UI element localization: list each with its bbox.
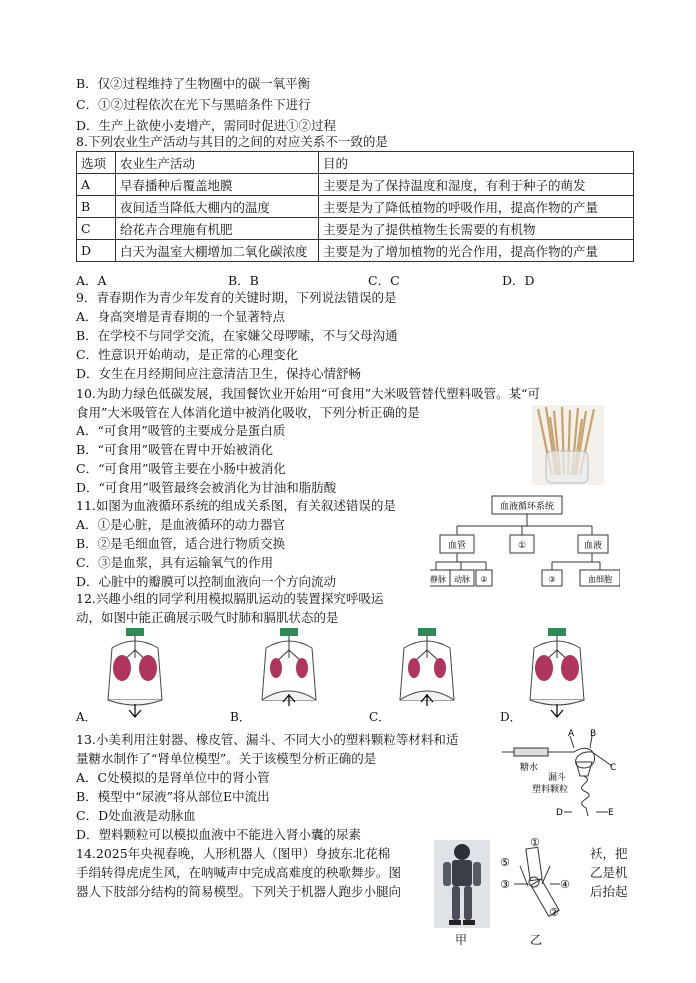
q13-option-c: C．D处血液是动脉血 [76, 808, 196, 823]
table-cell: C [77, 218, 116, 240]
q13-stem-line2: 量糖水制作了“肾单位模型”。关于该模型分析正确的是 [76, 751, 377, 766]
q13-option-d: D．塑料颗粒可以模拟血液中不能进入肾小囊的尿素 [76, 827, 362, 842]
table-header-row [77, 152, 634, 174]
q12-option-c-label: C． [369, 710, 391, 724]
q12-stem-line1: 12.兴趣小组的同学利用模拟膈肌运动的装置探究呼吸运 [76, 591, 384, 606]
q7-option-c: C．①②过程依次在光下与黑暗条件下进行 [76, 97, 311, 112]
table-header-cell: 选项 [77, 152, 116, 174]
joint-label-4: ④ [560, 878, 570, 891]
q9-stem: 9．青春期作为青少年发育的关键时期，下列说法错误的是 [76, 290, 397, 305]
diagram-blood-label: 血液 [583, 541, 603, 551]
q11-option-a: A．①是心脏，是血液循环的动力器官 [76, 517, 286, 532]
label-c: C [610, 763, 617, 773]
q10-stem-line2: 食用”大米吸管在人体消化道中被消化吸收，下列分析正确的是 [76, 405, 420, 420]
q14-line2-left: 手绢转得虎虎生风，在呐喊声中完成高难度的秧歌舞步。图 [76, 865, 402, 880]
q9-option-c: C．性意识开始萌动，是正常的心理变化 [76, 347, 299, 362]
q8-option-a: A．A [76, 273, 107, 288]
table-cell: 主要是为了保持温度和湿度，有利于种子的萌发 [319, 174, 634, 196]
q8-option-b: B．B [228, 273, 259, 288]
q10-option-b: B．“可食用”吸管在胃中开始被消化 [76, 442, 273, 457]
label-funnel: 漏斗 [548, 773, 567, 783]
q11-option-c: C．③是血浆，具有运输氧气的作用 [76, 555, 274, 570]
q12-stem-line2: 动，如图中能正确展示吸气时肺和膈肌状态的是 [76, 610, 339, 625]
table-row [77, 174, 634, 196]
circulation-diagram [430, 490, 620, 590]
q13-option-b: B．模型中“尿液”将从部位E中流出 [76, 789, 270, 804]
fig-yi-label: 乙 [530, 933, 543, 947]
diagram-root-label: 血液循环系统 [499, 502, 555, 512]
diagram-cells-label: 血细胞 [588, 575, 612, 584]
bell-jar-model [384, 626, 470, 718]
diagram-vein-label: 静脉 [430, 575, 446, 584]
table-cell: 白天为温室大棚增加二氧化碳浓度 [116, 240, 319, 262]
q10-option-a: A．“可食用”吸管的主要成分是蛋白质 [76, 423, 286, 438]
table-header-cell: 目的 [319, 152, 634, 174]
fig-jia-label: 甲 [455, 933, 468, 947]
q13-stem-line1: 13.小美利用注射器、橡皮管、漏斗、不同大小的塑料颗粒等材料和适 [76, 732, 459, 747]
joint-label-5: ⑤ [500, 856, 510, 869]
q9-option-a: A．身高突增是青春期的一个显著特点 [76, 309, 286, 324]
table-cell: 主要是为了降低植物的呼吸作用，提高作物的产量 [319, 196, 634, 218]
label-d: D [556, 808, 563, 818]
bell-jar-model [514, 626, 600, 718]
table-cell: A [77, 174, 116, 196]
q8-stem: 8.下列农业生产活动与其目的之间的对应关系不一致的是 [76, 134, 388, 149]
q11-stem: 11.如图为血液循环系统的组成关系图，有关叙述错误的是 [76, 498, 396, 513]
q14-line3-right: 后抬起 [590, 884, 628, 899]
nephron-model-diagram [500, 728, 628, 820]
label-sugar-water: 糖水 [520, 763, 539, 773]
bell-jar-model [92, 626, 178, 718]
table-row [77, 218, 634, 240]
q9-option-b: B．在学校不与同学交流，在家嫌父母啰嗦，不与父母沟通 [76, 328, 398, 343]
q11-option-d: D．心脏中的瓣膜可以控制血液向一个方向流动 [76, 574, 337, 589]
q12-option-a-label: A． [76, 710, 97, 724]
q14-line2-right: 乙是机 [590, 865, 628, 880]
diagram-capillary-label: ② [480, 575, 488, 584]
label-a: A [568, 729, 575, 739]
bell-jar-model [246, 626, 332, 718]
q10-option-d: D．“可食用”吸管最终会被消化为甘油和脂肪酸 [76, 480, 337, 495]
q14-line1-right: 袄，把 [590, 846, 628, 861]
table-cell: 早春播种后覆盖地膜 [116, 174, 319, 196]
q7-option-d: D．生产上欲使小麦增产，需同时促进①②过程 [76, 118, 337, 133]
q10-stem-line1: 10.为助力绿色低碳发展，我国餐饮业开始用“可食用”大米吸管替代塑料吸管。某“可 [76, 386, 541, 401]
q8-option-c: C．C [368, 273, 400, 288]
table-cell: 给花卉合理施有机肥 [116, 218, 319, 240]
q10-option-c: C．“可食用”吸管主要在小肠中被消化 [76, 461, 286, 476]
q8-option-d: D．D [502, 273, 535, 288]
q13-option-a: A．C处模拟的是肾单位中的肾小管 [76, 770, 270, 785]
table-row [77, 196, 634, 218]
table-cell: 夜间适当降低大棚内的温度 [116, 196, 319, 218]
table-header-cell: 农业生产活动 [116, 152, 319, 174]
label-b: B [590, 729, 597, 739]
label-e: E [608, 808, 614, 818]
robot-photo [434, 840, 490, 928]
q11-option-b: B．②是毛细血管，适合进行物质交换 [76, 536, 286, 551]
q12-option-d-label: D． [500, 710, 522, 724]
diagram-artery-label: 动脉 [454, 575, 470, 584]
label-plastic-particles: 塑料颗粒 [532, 785, 569, 795]
joint-label-2: ② [549, 906, 559, 919]
leg-model-diagram [494, 836, 580, 928]
q12-option-b-label: B． [230, 710, 251, 724]
q14-line3-left: 器人下肢部分结构的简易模型。下列关于机器人跑步小腿向 [76, 884, 402, 899]
rice-straw-photo [532, 405, 604, 485]
q8-table [76, 151, 634, 262]
q7-option-b: B．仅②过程维持了生物圈中的碳一氧平衡 [76, 76, 311, 91]
q9-option-d: D．女生在月经期间应注意清洁卫生，保持心情舒畅 [76, 366, 362, 381]
q14-line1-left: 14.2025年央视春晚，人形机器人（图甲）身披东北花棉 [76, 846, 391, 861]
table-cell: 主要是为了增加植物的光合作用，提高作物的产量 [319, 240, 634, 262]
table-row [77, 240, 634, 262]
joint-label-1: ① [530, 836, 540, 849]
diagram-vessel-label: 血管 [447, 541, 467, 551]
diagram-heart-label: ① [517, 541, 527, 551]
diagram-plasma-label: ③ [548, 575, 556, 584]
table-cell: 主要是为了提供植物生长需要的有机物 [319, 218, 634, 240]
table-cell: B [77, 196, 116, 218]
joint-label-3: ③ [500, 878, 510, 891]
table-cell: D [77, 240, 116, 262]
